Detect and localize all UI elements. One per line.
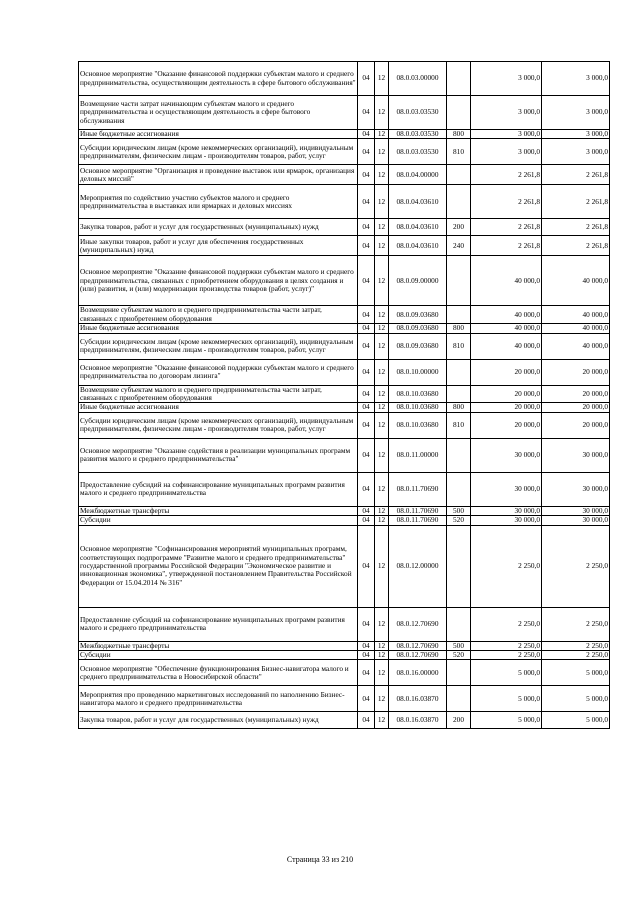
table-row — [79, 472, 610, 506]
row-amount-1: 30 000,0 — [471, 438, 542, 472]
table-row — [79, 306, 610, 324]
row-amount-2: 40 000,0 — [542, 256, 610, 306]
row-target-article: 08.0.16.00000 — [389, 660, 447, 686]
row-target-article: 08.0.10.03680 — [389, 403, 447, 412]
row-subsection: 12 — [375, 403, 389, 412]
row-amount-1: 30 000,0 — [471, 506, 542, 515]
row-expense-type: 520 — [447, 651, 471, 660]
row-target-article: 08.0.16.03870 — [389, 686, 447, 712]
page-number: Страница 33 из 210 — [286, 855, 354, 864]
row-section: 04 — [358, 385, 375, 403]
table-body — [79, 62, 610, 729]
table-row — [79, 333, 610, 359]
row-amount-2: 30 000,0 — [542, 516, 610, 525]
row-expense-type — [447, 306, 471, 324]
row-name: Предоставление субсидий на софинансирование муниципальных программ развития малого и среднего предпринимательства — [79, 607, 358, 641]
table-row — [79, 219, 610, 236]
row-amount-2: 20 000,0 — [542, 403, 610, 412]
row-target-article: 08.0.11.70690 — [389, 506, 447, 515]
row-target-article: 08.0.12.70690 — [389, 641, 447, 650]
row-expense-type: 810 — [447, 333, 471, 359]
row-amount-2: 3 000,0 — [542, 62, 610, 96]
row-amount-1: 20 000,0 — [471, 403, 542, 412]
row-subsection: 12 — [375, 607, 389, 641]
row-subsection: 12 — [375, 219, 389, 236]
row-subsection: 12 — [375, 516, 389, 525]
table-row — [79, 324, 610, 333]
row-amount-1: 2 261,8 — [471, 165, 542, 185]
row-expense-type: 800 — [447, 130, 471, 139]
table-row — [79, 139, 610, 165]
row-section: 04 — [358, 165, 375, 185]
row-expense-type: 810 — [447, 139, 471, 165]
row-amount-2: 3 000,0 — [542, 139, 610, 165]
row-section: 04 — [358, 472, 375, 506]
row-subsection: 12 — [375, 96, 389, 130]
table-row — [79, 516, 610, 525]
table-row — [79, 438, 610, 472]
row-expense-type: 800 — [447, 403, 471, 412]
table-row — [79, 686, 610, 712]
row-expense-type — [447, 165, 471, 185]
row-section: 04 — [358, 359, 375, 385]
row-amount-2: 5 000,0 — [542, 660, 610, 686]
row-target-article: 08.0.09.03680 — [389, 324, 447, 333]
row-amount-2: 5 000,0 — [542, 686, 610, 712]
row-expense-type — [447, 472, 471, 506]
row-subsection: 12 — [375, 130, 389, 139]
row-name: Иные бюджетные ассигнования — [79, 324, 358, 333]
row-amount-2: 2 250,0 — [542, 607, 610, 641]
row-target-article: 08.0.16.03870 — [389, 712, 447, 729]
row-expense-type — [447, 607, 471, 641]
row-subsection: 12 — [375, 333, 389, 359]
row-section: 04 — [358, 403, 375, 412]
row-amount-1: 2 261,8 — [471, 236, 542, 256]
row-amount-2: 20 000,0 — [542, 412, 610, 438]
row-section: 04 — [358, 130, 375, 139]
row-subsection: 12 — [375, 651, 389, 660]
row-target-article: 08.0.12.00000 — [389, 525, 447, 607]
row-amount-2: 2 250,0 — [542, 525, 610, 607]
row-amount-1: 20 000,0 — [471, 412, 542, 438]
row-target-article: 08.0.12.70690 — [389, 607, 447, 641]
row-target-article: 08.0.09.00000 — [389, 256, 447, 306]
budget-table — [78, 61, 610, 729]
row-expense-type — [447, 256, 471, 306]
row-name: Основное мероприятие "Организация и проведение выставок или ярмарок, организация деловых миссий" — [79, 165, 358, 185]
row-target-article: 08.0.04.03610 — [389, 236, 447, 256]
row-amount-1: 30 000,0 — [471, 472, 542, 506]
row-amount-1: 5 000,0 — [471, 712, 542, 729]
row-section: 04 — [358, 506, 375, 515]
row-amount-2: 30 000,0 — [542, 506, 610, 515]
row-section: 04 — [358, 516, 375, 525]
row-expense-type — [447, 438, 471, 472]
row-section: 04 — [358, 185, 375, 219]
row-subsection: 12 — [375, 165, 389, 185]
row-name: Субсидии юридическим лицам (кроме некоммерческих организаций), индивидуальным предпринимателям, физическим лицам - производителям товаров, работ, услуг — [79, 333, 358, 359]
row-amount-1: 20 000,0 — [471, 385, 542, 403]
row-target-article: 08.0.03.03530 — [389, 96, 447, 130]
row-subsection: 12 — [375, 660, 389, 686]
row-subsection: 12 — [375, 712, 389, 729]
table-row — [79, 385, 610, 403]
row-expense-type: 500 — [447, 641, 471, 650]
row-amount-1: 40 000,0 — [471, 324, 542, 333]
row-expense-type — [447, 660, 471, 686]
row-expense-type: 810 — [447, 412, 471, 438]
table-row — [79, 130, 610, 139]
row-name: Основное мероприятие "Оказание содействия в реализации муниципальных программ развития малого и среднего предпринимательства" — [79, 438, 358, 472]
row-section: 04 — [358, 96, 375, 130]
row-name: Субсидии юридическим лицам (кроме некоммерческих организаций), индивидуальным предпринимателям, физическим лицам - производителям товаров, работ, услуг — [79, 139, 358, 165]
row-expense-type: 240 — [447, 236, 471, 256]
table-row — [79, 62, 610, 96]
row-target-article: 08.0.12.70690 — [389, 651, 447, 660]
row-name: Основное мероприятие "Оказание финансовой поддержки субъектам малого и среднего предпринимательства по договорам лизинга" — [79, 359, 358, 385]
row-subsection: 12 — [375, 385, 389, 403]
row-expense-type: 500 — [447, 506, 471, 515]
row-expense-type — [447, 525, 471, 607]
row-amount-1: 3 000,0 — [471, 62, 542, 96]
row-section: 04 — [358, 525, 375, 607]
row-amount-2: 20 000,0 — [542, 385, 610, 403]
table-row — [79, 525, 610, 607]
row-amount-1: 2 250,0 — [471, 651, 542, 660]
row-amount-1: 5 000,0 — [471, 660, 542, 686]
row-name: Основное мероприятие "Софинансирования мероприятий муниципальных программ, соответствующих подпрограмме "Развитие малого и среднего предпринимательства" государственной программы Российской Федерации "Экономическое развитие и инновационная экономика", утвержденной постановлением Правительства Российской Федерации от 15.04.2014 № 316" — [79, 525, 358, 607]
row-expense-type — [447, 62, 471, 96]
row-amount-2: 30 000,0 — [542, 438, 610, 472]
table-row — [79, 403, 610, 412]
row-name: Субсидии — [79, 651, 358, 660]
row-amount-1: 3 000,0 — [471, 139, 542, 165]
row-subsection: 12 — [375, 62, 389, 96]
row-section: 04 — [358, 219, 375, 236]
row-target-article: 08.0.10.00000 — [389, 359, 447, 385]
row-amount-2: 2 250,0 — [542, 651, 610, 660]
row-subsection: 12 — [375, 506, 389, 515]
row-name: Закупка товаров, работ и услуг для государственных (муниципальных) нужд — [79, 712, 358, 729]
row-subsection: 12 — [375, 139, 389, 165]
row-amount-2: 2 261,8 — [542, 165, 610, 185]
row-section: 04 — [358, 139, 375, 165]
row-target-article: 08.0.11.70690 — [389, 516, 447, 525]
table-row — [79, 712, 610, 729]
row-subsection: 12 — [375, 359, 389, 385]
row-amount-2: 3 000,0 — [542, 130, 610, 139]
row-subsection: 12 — [375, 686, 389, 712]
row-name: Основное мероприятие "Обеспечение функционирования Бизнес-навигатора малого и среднего предпринимательства в Новосибирской области" — [79, 660, 358, 686]
row-section: 04 — [358, 324, 375, 333]
table-row — [79, 607, 610, 641]
row-target-article: 08.0.10.03680 — [389, 385, 447, 403]
row-expense-type: 200 — [447, 219, 471, 236]
row-expense-type — [447, 385, 471, 403]
row-section: 04 — [358, 641, 375, 650]
row-section: 04 — [358, 686, 375, 712]
row-name: Возмещение субъектам малого и среднего предпринимательства части затрат, связанных с приобретением оборудования — [79, 385, 358, 403]
row-name: Иные бюджетные ассигнования — [79, 130, 358, 139]
table-row — [79, 96, 610, 130]
row-section: 04 — [358, 306, 375, 324]
row-name: Мероприятия по содействию участию субъектов малого и среднего предпринимательства в выставках или ярмарках и деловых миссиях — [79, 185, 358, 219]
table-row — [79, 641, 610, 650]
table-row — [79, 256, 610, 306]
row-name: Иные бюджетные ассигнования — [79, 403, 358, 412]
row-section: 04 — [358, 62, 375, 96]
row-subsection: 12 — [375, 438, 389, 472]
table-row — [79, 506, 610, 515]
row-target-article: 08.0.04.03610 — [389, 185, 447, 219]
row-amount-1: 30 000,0 — [471, 516, 542, 525]
row-amount-1: 40 000,0 — [471, 256, 542, 306]
row-amount-2: 40 000,0 — [542, 306, 610, 324]
row-subsection: 12 — [375, 324, 389, 333]
row-name: Основное мероприятие "Оказание финансовой поддержки субъектам малого и среднего предпринимательства, осуществляющим деятельность в сфере бытового обслуживания" — [79, 62, 358, 96]
row-amount-2: 3 000,0 — [542, 96, 610, 130]
row-subsection: 12 — [375, 306, 389, 324]
row-name: Основное мероприятие "Оказание финансовой поддержки субъектам малого и среднего предпринимательства, связанных с приобретением оборудования в целях создания и (или) развития, и (или) модернизации производства товаров (работ, услуг)" — [79, 256, 358, 306]
row-amount-2: 2 261,8 — [542, 185, 610, 219]
row-target-article: 08.0.03.03530 — [389, 139, 447, 165]
row-amount-2: 5 000,0 — [542, 712, 610, 729]
row-amount-2: 2 250,0 — [542, 641, 610, 650]
row-target-article: 08.0.11.00000 — [389, 438, 447, 472]
row-target-article: 08.0.04.03610 — [389, 219, 447, 236]
row-subsection: 12 — [375, 525, 389, 607]
row-subsection: 12 — [375, 641, 389, 650]
row-expense-type — [447, 686, 471, 712]
table-row — [79, 660, 610, 686]
row-expense-type — [447, 185, 471, 219]
row-name: Межбюджетные трансферты — [79, 506, 358, 515]
row-target-article: 08.0.04.00000 — [389, 165, 447, 185]
row-section: 04 — [358, 712, 375, 729]
row-name: Возмещение субъектам малого и среднего предпринимательства части затрат, связанных с приобретением оборудования — [79, 306, 358, 324]
row-amount-1: 3 000,0 — [471, 96, 542, 130]
row-expense-type: 520 — [447, 516, 471, 525]
row-amount-1: 5 000,0 — [471, 686, 542, 712]
row-subsection: 12 — [375, 412, 389, 438]
table-row — [79, 651, 610, 660]
row-subsection: 12 — [375, 256, 389, 306]
row-name: Субсидии — [79, 516, 358, 525]
row-expense-type — [447, 96, 471, 130]
row-amount-1: 40 000,0 — [471, 306, 542, 324]
row-amount-1: 2 261,8 — [471, 219, 542, 236]
row-name: Предоставление субсидий на софинансирование муниципальных программ развития малого и среднего предпринимательства — [79, 472, 358, 506]
budget-table-page — [78, 61, 609, 729]
row-amount-1: 2 250,0 — [471, 525, 542, 607]
row-amount-2: 30 000,0 — [542, 472, 610, 506]
row-target-article: 08.0.11.70690 — [389, 472, 447, 506]
row-target-article: 08.0.09.03680 — [389, 306, 447, 324]
row-subsection: 12 — [375, 472, 389, 506]
table-row — [79, 236, 610, 256]
row-section: 04 — [358, 607, 375, 641]
row-name: Возмещение части затрат начинающим субъектам малого и среднего предпринимательства и осуществляющим деятельность в сфере бытового обслуживания — [79, 96, 358, 130]
row-amount-2: 20 000,0 — [542, 359, 610, 385]
row-name: Иные закупки товаров, работ и услуг для обеспечения государственных (муниципальных) нужд — [79, 236, 358, 256]
row-amount-1: 40 000,0 — [471, 333, 542, 359]
table-row — [79, 412, 610, 438]
row-expense-type — [447, 359, 471, 385]
row-target-article: 08.0.10.03680 — [389, 412, 447, 438]
row-section: 04 — [358, 412, 375, 438]
row-section: 04 — [358, 256, 375, 306]
row-section: 04 — [358, 660, 375, 686]
row-target-article: 08.0.03.00000 — [389, 62, 447, 96]
row-amount-1: 20 000,0 — [471, 359, 542, 385]
row-amount-1: 3 000,0 — [471, 130, 542, 139]
row-name: Субсидии юридическим лицам (кроме некоммерческих организаций), индивидуальным предпринимателям, физическим лицам - производителям товаров, работ, услуг — [79, 412, 358, 438]
table-row — [79, 165, 610, 185]
row-subsection: 12 — [375, 185, 389, 219]
row-expense-type: 200 — [447, 712, 471, 729]
table-row — [79, 359, 610, 385]
row-section: 04 — [358, 333, 375, 359]
row-name: Мероприятия про проведению маркетинговых исследований по наполнению Бизнес-навигатора малого и среднего предпринимательства — [79, 686, 358, 712]
row-section: 04 — [358, 651, 375, 660]
row-amount-2: 2 261,8 — [542, 236, 610, 256]
row-amount-1: 2 250,0 — [471, 641, 542, 650]
row-section: 04 — [358, 236, 375, 256]
row-amount-2: 40 000,0 — [542, 324, 610, 333]
row-target-article: 08.0.03.03530 — [389, 130, 447, 139]
row-amount-2: 40 000,0 — [542, 333, 610, 359]
row-section: 04 — [358, 438, 375, 472]
row-expense-type: 800 — [447, 324, 471, 333]
row-name: Межбюджетные трансферты — [79, 641, 358, 650]
row-amount-2: 2 261,8 — [542, 219, 610, 236]
row-amount-1: 2 261,8 — [471, 185, 542, 219]
row-amount-1: 2 250,0 — [471, 607, 542, 641]
row-subsection: 12 — [375, 236, 389, 256]
row-name: Закупка товаров, работ и услуг для государственных (муниципальных) нужд — [79, 219, 358, 236]
row-target-article: 08.0.09.03680 — [389, 333, 447, 359]
table-row — [79, 185, 610, 219]
